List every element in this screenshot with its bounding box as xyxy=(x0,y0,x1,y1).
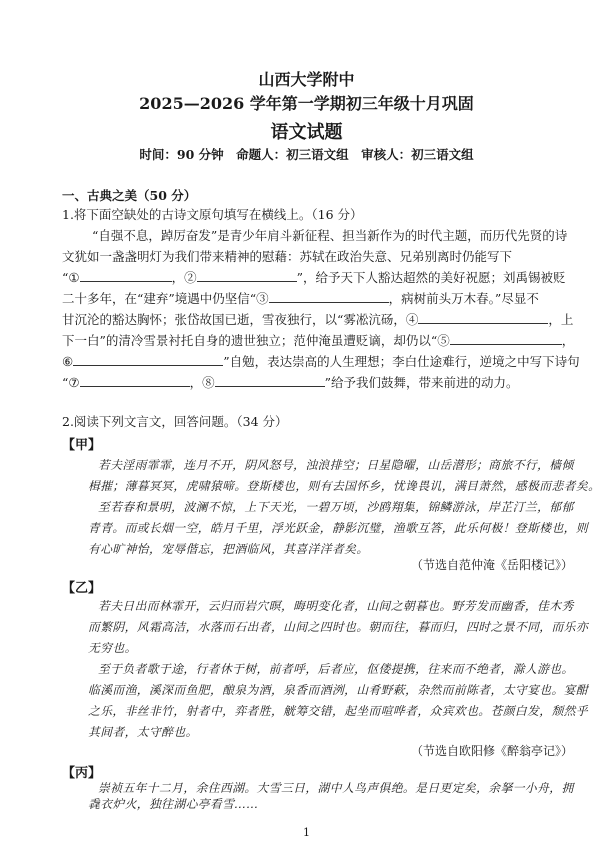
blank-7[interactable] xyxy=(80,375,190,387)
section-title: 一、古典之美（50 分） xyxy=(62,188,197,203)
passage-bing-line: 毳衣炉火，独往湖心亭看雪…… xyxy=(88,797,259,811)
passage-jia-line: 若夫淫雨霏霏，连月不开，阴风怒号，浊浪排空；日星隐曜，山岳潜形；商旅不行，樯倾 xyxy=(98,458,574,472)
passage-yi-source: （节选自欧阳修《醉翁亭记》） xyxy=(410,744,573,758)
passage-bing-line: 崇祯五年十二月，余住西湖。大雪三日，湖中人鸟声俱绝。是日更定矣，余拏一小舟，拥 xyxy=(98,781,574,795)
q1-line-4-part-b: ，病树前头万木春。”尽显不 xyxy=(388,291,539,306)
q1-line-6-part-b: ， xyxy=(561,333,575,348)
passage-jia-line: 青青。而或长烟一空，皓月千里，浮光跃金，静影沉璧，渔歌互答，此乐何极！登斯楼也，则 xyxy=(88,521,589,535)
q1-line-3-part-c: ”，给予天下人豁达超然的美好祝愿；刘禹锡被贬 xyxy=(296,270,566,285)
passage-yi-line: 其间者，太守醉也。 xyxy=(88,725,198,739)
q1-line-5-part-b: ，上 xyxy=(548,312,574,327)
q1-line-4 xyxy=(62,291,539,307)
q1-line-7-part-b: ”自勉，表达崇高的人生理想；李白仕途难行，逆境之中写下诗句 xyxy=(223,354,580,369)
q1-line-5 xyxy=(62,312,573,328)
passage-yi-line: 至于负者歌于途，行者休于树，前者呼，后者应，伛偻提携，往来而不绝者，滁人游也。 xyxy=(98,662,574,676)
passage-jia-line: 有心旷神怡，宠辱偕忘，把酒临风，其喜洋洋者矣。 xyxy=(88,542,369,556)
school-name: 山西大学附中 xyxy=(258,70,355,89)
q1-line-4-part-a: 二十多年，在“建弃”境遇中仍坚信“③ xyxy=(62,291,269,306)
question-1-prompt: 1.将下面空缺处的古诗文原句填写在横线上。（16 分） xyxy=(62,207,363,222)
q1-line-3 xyxy=(62,270,566,286)
passage-bing-label: 【丙】 xyxy=(62,766,102,781)
blank-8[interactable] xyxy=(215,375,325,387)
exam-term: 2025—2026 学年第一学期初三年级十月巩固 xyxy=(139,94,474,113)
passage-yi-label: 【乙】 xyxy=(62,581,102,596)
q1-line-1: “自强不息，踔厉奋发”是青少年肩斗新征程、担当新作为的时代主题，而历代先贤的诗 xyxy=(92,228,568,243)
passage-jia-line: 至若春和景明，波澜不惊，上下天光，一碧万顷，沙鸥翔集，锦鳞游泳，岸芷汀兰，郁郁 xyxy=(98,500,574,514)
passage-yi-line: 之乐，非丝非竹，射者中，弈者胜，觥筹交错，起坐而喧哗者，众宾欢也。苍颜白发，颓然乎 xyxy=(88,704,589,718)
q1-line-7 xyxy=(62,354,580,370)
blank-3[interactable] xyxy=(269,291,389,303)
blank-5[interactable] xyxy=(450,333,562,345)
question-2-prompt: 2.阅读下列文言文，回答问题。（34 分） xyxy=(62,414,288,429)
passage-yi-line: 而繁阴，风霜高洁，水落而石出者，山间之四时也。朝而往，暮而归，四时之景不同，而乐亦 xyxy=(88,620,589,634)
q1-line-8-part-c: ”给予我们鼓舞，带来前进的动力。 xyxy=(324,375,519,390)
page-number: 1 xyxy=(303,826,310,839)
passage-yi-line: 若夫日出而林霏开，云归而岩穴暝，晦明变化者，山间之朝暮也。野芳发而幽香，佳木秀 xyxy=(98,599,574,613)
blank-4[interactable] xyxy=(418,312,548,324)
q1-line-6-part-a: 下一白”的清冷雪景衬托自身的遗世独立；范仲淹虽遭贬谪，却仍以“⑤ xyxy=(62,333,450,348)
exam-subject: 语文试题 xyxy=(270,122,343,143)
q1-line-5-part-a: 甘沉沦的豁达胸怀；张岱故国已逝，雪夜独行，以“雾凇沆砀，④ xyxy=(62,312,419,327)
passage-jia-line: 楫摧；薄暮冥冥，虎啸猿啼。登斯楼也，则有去国怀乡，忧谗畏讥，满目萧然，感极而悲者矣。 xyxy=(88,479,601,493)
q1-line-7-part-a: ⑥ xyxy=(62,354,74,369)
exam-info: 时间：90 分钟 命题人：初三语文组 审核人：初三语文组 xyxy=(139,147,474,162)
q1-line-2: 文犹如一盏盏明灯为我们带来精神的慰藉：苏轼在政治失意、兄弟别离时仍能写下 xyxy=(62,249,513,264)
blank-2[interactable] xyxy=(197,270,297,282)
q1-line-3-part-b: ，② xyxy=(171,270,197,285)
blank-6[interactable] xyxy=(73,354,223,366)
blank-1[interactable] xyxy=(80,270,172,282)
q1-line-6 xyxy=(62,333,574,349)
q1-line-8 xyxy=(62,375,519,391)
passage-jia-source: （节选自范仲淹《岳阳楼记》） xyxy=(410,558,573,572)
q1-line-8-part-a: “⑦ xyxy=(62,375,80,390)
q1-line-8-part-b: ，⑧ xyxy=(189,375,215,390)
q1-line-3-part-a: “① xyxy=(62,270,80,285)
passage-yi-line: 临溪而渔，溪深而鱼肥，酿泉为酒，泉香而酒洌，山肴野蔌，杂然而前陈者，太守宴也。宴酣 xyxy=(88,683,589,697)
passage-yi-line: 无穷也。 xyxy=(88,641,137,655)
passage-jia-label: 【甲】 xyxy=(62,438,102,453)
